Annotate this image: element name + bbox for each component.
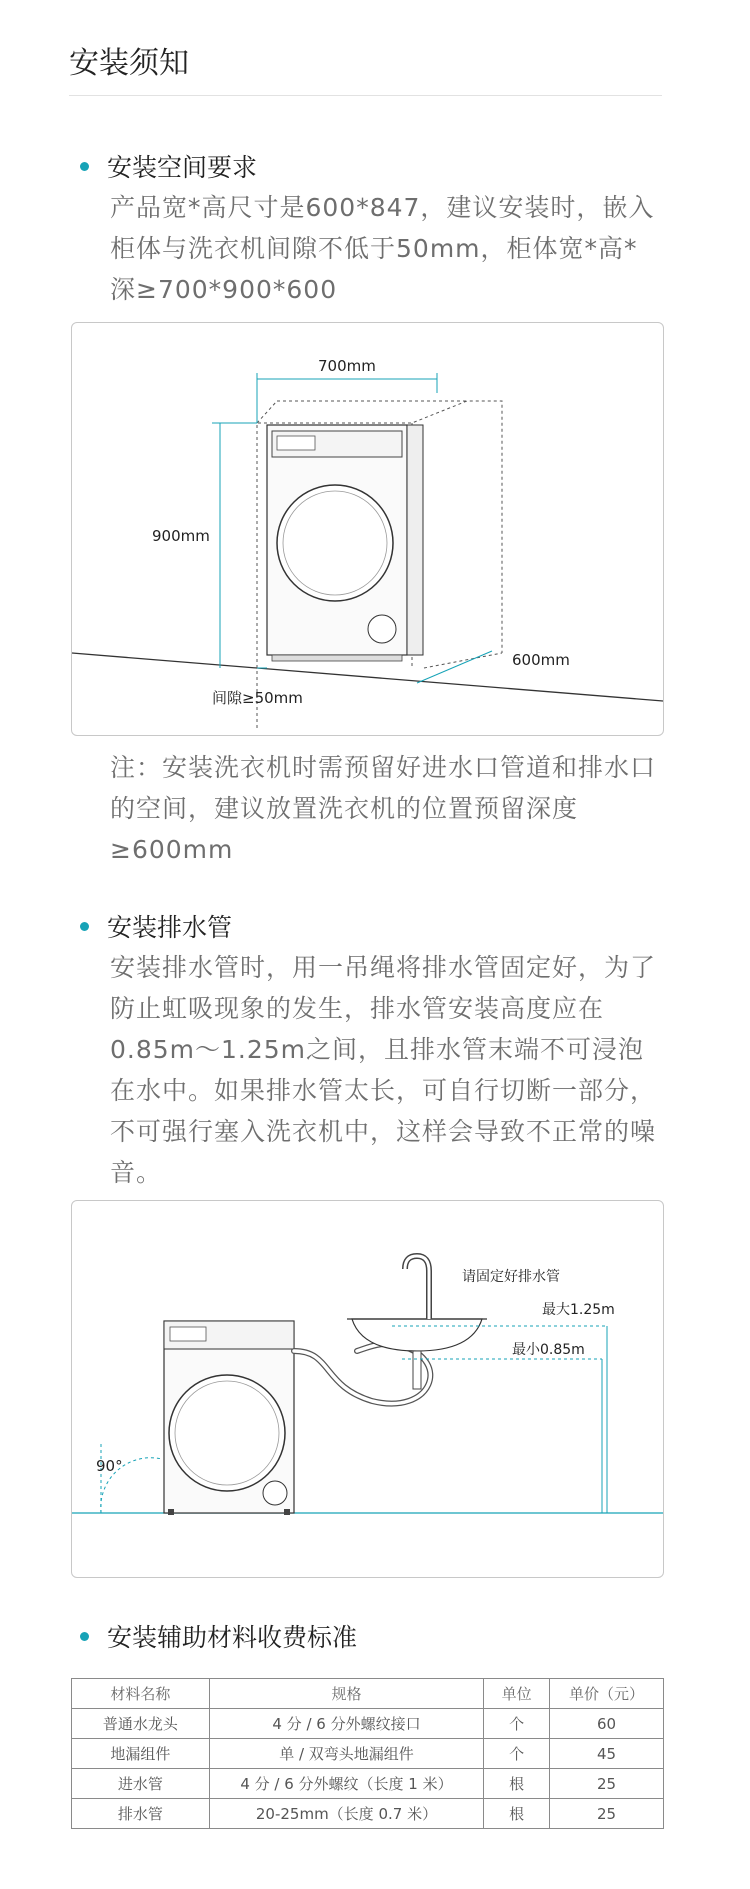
section-title: 安装空间要求	[107, 153, 258, 182]
header-spec: 规格	[209, 1679, 484, 1709]
page-title: 安装须知	[69, 46, 189, 81]
washing-machine-icon	[267, 425, 423, 661]
angle-label: 90°	[96, 1457, 123, 1475]
max-height-label: 最大1.25m	[542, 1302, 615, 1318]
header-material: 材料名称	[72, 1679, 210, 1709]
depth-dimension-line	[417, 651, 492, 683]
section-fee-standard	[80, 1618, 357, 1654]
faucet-icon	[405, 1256, 429, 1319]
min-height-label: 最小0.85m	[512, 1342, 585, 1358]
bullet-icon	[80, 922, 89, 931]
header-price: 单价（元）	[550, 1679, 664, 1709]
drain-diagram-svg	[72, 1201, 663, 1577]
fee-table	[71, 1678, 664, 1829]
washing-machine-icon	[164, 1321, 294, 1515]
section-title: 安装辅助材料收费标准	[107, 1623, 358, 1652]
section-title: 安装排水管	[107, 913, 233, 942]
section-drain-hose	[80, 908, 232, 944]
table-row: 进水管 4 分 / 6 分外螺纹（长度 1 米） 根 25	[72, 1769, 664, 1799]
bullet-icon	[80, 162, 89, 171]
table-header-row	[72, 1679, 664, 1709]
gap-label: 间隙≥50mm	[212, 689, 303, 707]
height-label: 900mm	[152, 527, 210, 545]
table-row: 普通水龙头 4 分 / 6 分外螺纹接口 个 60	[72, 1709, 664, 1739]
header-unit: 单位	[484, 1679, 550, 1709]
hose-note-label: 请固定好排水管	[462, 1269, 560, 1285]
space-requirement-text: 产品宽*高尺寸是600*847，建议安装时，嵌入柜体与洗衣机间隙不低于50mm，柜体宽*高*深≥700*900*600	[110, 193, 655, 304]
space-note-text: 注：安装洗衣机时需预留好进水口管道和排水口的空间，建议放置洗衣机的位置预留深度≥600mm	[110, 753, 657, 864]
drain-hose	[294, 1344, 430, 1404]
title-divider	[69, 95, 662, 96]
space-diagram-svg	[72, 323, 663, 735]
section-space-requirements	[80, 148, 257, 184]
space-diagram	[71, 322, 664, 736]
width-label: 700mm	[318, 357, 376, 375]
table-row: 地漏组件 单 / 双弯头地漏组件 个 45	[72, 1739, 664, 1769]
bullet-icon	[80, 1632, 89, 1641]
drain-diagram	[71, 1200, 664, 1578]
drain-pipe	[413, 1351, 421, 1389]
drain-hose-text: 安装排水管时，用一吊绳将排水管固定好，为了防止虹吸现象的发生，排水管安装高度应在0.85m～1.25m之间，且排水管末端不可浸泡在水中。如果排水管太长，可自行切断一部分，不可强行塞入洗衣机中，这样会导致不正常的噪音。	[110, 953, 657, 1187]
table-row: 排水管 20-25mm（长度 0.7 米） 根 25	[72, 1799, 664, 1829]
depth-label: 600mm	[512, 651, 570, 669]
